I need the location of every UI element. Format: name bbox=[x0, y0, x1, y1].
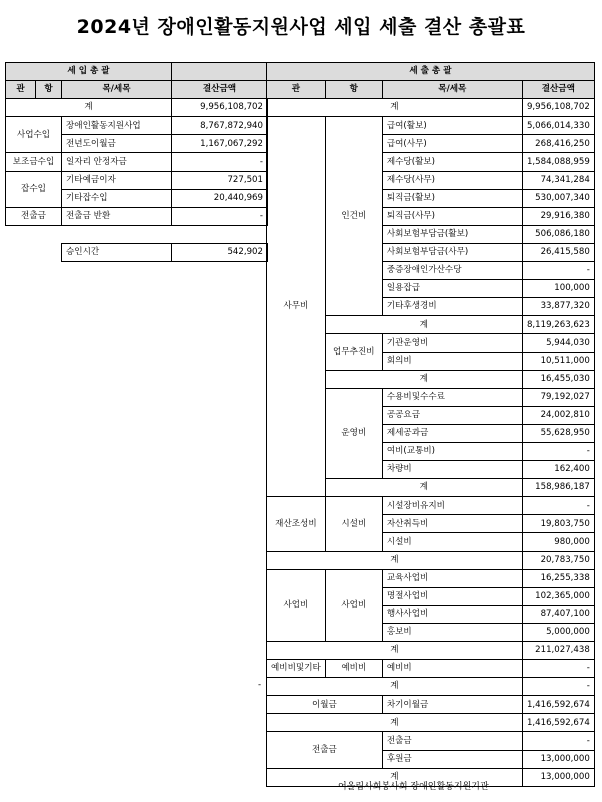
table-row bbox=[267, 497, 595, 515]
table-row bbox=[267, 117, 595, 135]
income-gwan-cell: 보조금수입 bbox=[6, 153, 62, 171]
income-amount-cell: 727,501 bbox=[172, 171, 268, 189]
expense-mok-cell: 중증장애인가산수당 bbox=[382, 262, 522, 280]
spacer-row bbox=[6, 225, 268, 243]
expense-mok-cell: 제수당(활보) bbox=[382, 153, 522, 171]
expense-mok-cell: 기관운영비 bbox=[382, 334, 522, 352]
income-amount-cell: 20,440,969 bbox=[172, 189, 268, 207]
expense-section-header-row bbox=[267, 63, 595, 81]
organization-footer: 어울림사회봉사회 장애인활동지원기관 bbox=[338, 782, 489, 792]
subtotal-label: 계 bbox=[325, 479, 522, 497]
stray-dash: - bbox=[258, 680, 262, 690]
income-header-amount: 결산금액 bbox=[172, 81, 268, 99]
expense-gwan-samu: 사무비 bbox=[267, 117, 326, 497]
income-gwan-cell: 잡수입 bbox=[6, 171, 62, 207]
income-gwan-cell: 사업수입 bbox=[6, 117, 62, 153]
expense-amount-cell: 102,365,000 bbox=[522, 587, 594, 605]
subtotal-amount: 1,416,592,674 bbox=[522, 714, 594, 732]
expense-mok-cell: 교육사업비 bbox=[382, 569, 522, 587]
expense-mok-cell: 사회보험부담금(사무) bbox=[382, 243, 522, 261]
expense-amount-cell: 55,628,950 bbox=[522, 424, 594, 442]
expense-mok-cell: 시설비 bbox=[382, 533, 522, 551]
income-amount-cell: - bbox=[172, 207, 268, 225]
subtotal-label: 계 bbox=[267, 714, 523, 732]
income-blank-header-cell bbox=[172, 63, 268, 81]
expense-mok-cell: 홍보비 bbox=[382, 623, 522, 641]
income-section-header-row bbox=[6, 63, 268, 81]
table-row bbox=[6, 153, 268, 171]
income-mok-cell: 일자리 안정자금 bbox=[62, 153, 172, 171]
expense-amount-cell: - bbox=[522, 497, 594, 515]
expense-mok-cell: 제세공과금 bbox=[382, 424, 522, 442]
expense-amount-cell: 1,584,088,959 bbox=[522, 153, 594, 171]
income-gwan-cell: 전출금 bbox=[6, 207, 62, 225]
approval-row bbox=[6, 243, 268, 261]
expense-mok-cell: 예비비 bbox=[382, 660, 522, 678]
spacer-cell bbox=[6, 225, 268, 243]
expense-gwan-saeop: 사업비 bbox=[267, 569, 326, 641]
subtotal-row bbox=[267, 678, 595, 696]
expense-amount-cell: - bbox=[522, 442, 594, 460]
table-row bbox=[6, 207, 268, 225]
expense-header-hang: 항 bbox=[325, 81, 382, 99]
subtotal-amount: 158,986,187 bbox=[522, 479, 594, 497]
income-column-header-row bbox=[6, 81, 268, 99]
expense-mok-cell: 차기이월금 bbox=[382, 696, 522, 714]
expense-mok-cell: 공공요금 bbox=[382, 406, 522, 424]
expense-mok-cell: 자산취득비 bbox=[382, 515, 522, 533]
expense-amount-cell: 29,916,380 bbox=[522, 207, 594, 225]
expense-amount-cell: 268,416,250 bbox=[522, 135, 594, 153]
table-row bbox=[267, 696, 595, 714]
page-title: 2024년 장애인활동지원사업 세입 세출 결산 총괄표 bbox=[76, 16, 526, 38]
income-header-gwan: 관 bbox=[6, 81, 36, 99]
subtotal-label: 계 bbox=[267, 768, 523, 786]
expense-mok-cell: 급여(사무) bbox=[382, 135, 522, 153]
expense-amount-cell: 1,416,592,674 bbox=[522, 696, 594, 714]
expense-section-label: 세 출 총 괄 bbox=[267, 63, 595, 81]
expense-gwan-iwol: 이월금 bbox=[267, 696, 383, 714]
expense-mok-cell: 명절사업비 bbox=[382, 587, 522, 605]
expense-amount-cell: 74,341,284 bbox=[522, 171, 594, 189]
expense-amount-cell: - bbox=[522, 732, 594, 750]
income-mok-cell: 장애인활동지원사업 bbox=[62, 117, 172, 135]
expense-amount-cell: 10,511,000 bbox=[522, 352, 594, 370]
expense-gwan-yebi: 예비비및기타 bbox=[267, 660, 326, 678]
expense-mok-cell: 여비(교통비) bbox=[382, 442, 522, 460]
subtotal-row bbox=[267, 714, 595, 732]
income-mok-cell: 전년도이월금 bbox=[62, 135, 172, 153]
expense-amount-cell: 26,415,580 bbox=[522, 243, 594, 261]
expense-amount-cell: 5,000,000 bbox=[522, 623, 594, 641]
expense-summary-table bbox=[266, 62, 595, 787]
income-summary-table bbox=[5, 62, 268, 262]
expense-amount-cell: 5,066,014,330 bbox=[522, 117, 594, 135]
subtotal-amount: 8,119,263,623 bbox=[522, 316, 594, 334]
expense-amount-cell: 980,000 bbox=[522, 533, 594, 551]
expense-mok-cell: 기타후생경비 bbox=[382, 298, 522, 316]
income-header-mok: 목/세목 bbox=[62, 81, 172, 99]
subtotal-label: 계 bbox=[325, 370, 522, 388]
expense-column-header-row bbox=[267, 81, 595, 99]
approval-label: 승인시간 bbox=[62, 243, 172, 261]
expense-amount-cell: 79,192,027 bbox=[522, 388, 594, 406]
expense-amount-cell: - bbox=[522, 660, 594, 678]
expense-mok-cell: 회의비 bbox=[382, 352, 522, 370]
expense-hang-eopmu: 업무추진비 bbox=[325, 334, 382, 370]
subtotal-amount: 211,027,438 bbox=[522, 642, 594, 660]
expense-hang-saeop: 사업비 bbox=[325, 569, 382, 641]
expense-mok-cell: 일용잡급 bbox=[382, 280, 522, 298]
expense-gwan-jeonchul: 전출금 bbox=[267, 732, 383, 768]
expense-mok-cell: 사회보험부담금(활보) bbox=[382, 225, 522, 243]
subtotal-label: 계 bbox=[267, 551, 523, 569]
income-amount-cell: 1,167,067,292 bbox=[172, 135, 268, 153]
subtotal-label: 계 bbox=[325, 316, 522, 334]
expense-mok-cell: 시설장비유지비 bbox=[382, 497, 522, 515]
income-amount-cell: - bbox=[172, 153, 268, 171]
subtotal-amount: 20,783,750 bbox=[522, 551, 594, 569]
expense-mok-cell: 차량비 bbox=[382, 461, 522, 479]
income-total-label: 계 bbox=[6, 99, 172, 117]
expense-mok-cell: 급여(활보) bbox=[382, 117, 522, 135]
expense-mok-cell: 제수당(사무) bbox=[382, 171, 522, 189]
approval-amount: 542,902 bbox=[172, 243, 268, 261]
income-mok-cell: 기타예금이자 bbox=[62, 171, 172, 189]
expense-mok-cell: 전출금 bbox=[382, 732, 522, 750]
income-mok-cell: 기타잡수입 bbox=[62, 189, 172, 207]
subtotal-row bbox=[267, 551, 595, 569]
subtotal-label: 계 bbox=[267, 678, 523, 696]
table-row bbox=[267, 732, 595, 750]
expense-header-mok: 목/세목 bbox=[382, 81, 522, 99]
expense-amount-cell: 530,007,340 bbox=[522, 189, 594, 207]
expense-hang-ingeon: 인건비 bbox=[325, 117, 382, 316]
income-total-row bbox=[6, 99, 268, 117]
expense-amount-cell: - bbox=[522, 262, 594, 280]
expense-amount-cell: 13,000,000 bbox=[522, 750, 594, 768]
expense-hang-siseol: 시설비 bbox=[325, 497, 382, 551]
table-row bbox=[6, 171, 268, 189]
income-section-label: 세 입 총 괄 bbox=[6, 63, 172, 81]
expense-header-gwan: 관 bbox=[267, 81, 326, 99]
subtotal-label: 계 bbox=[267, 642, 523, 660]
expense-total-amount: 9,956,108,702 bbox=[522, 99, 594, 117]
expense-amount-cell: 162,400 bbox=[522, 461, 594, 479]
subtotal-amount: - bbox=[522, 678, 594, 696]
expense-total-label: 계 bbox=[267, 99, 523, 117]
expense-amount-cell: 87,407,100 bbox=[522, 605, 594, 623]
expense-mok-cell: 후원금 bbox=[382, 750, 522, 768]
expense-amount-cell: 100,000 bbox=[522, 280, 594, 298]
expense-amount-cell: 19,803,750 bbox=[522, 515, 594, 533]
table-row bbox=[6, 117, 268, 135]
expense-amount-cell: 24,002,810 bbox=[522, 406, 594, 424]
expense-header-amount: 결산금액 bbox=[522, 81, 594, 99]
subtotal-amount: 13,000,000 bbox=[522, 768, 594, 786]
income-mok-cell: 전출금 반환 bbox=[62, 207, 172, 225]
expense-amount-cell: 33,877,320 bbox=[522, 298, 594, 316]
expense-gwan-jaesan: 재산조성비 bbox=[267, 497, 326, 551]
expense-amount-cell: 506,086,180 bbox=[522, 225, 594, 243]
expense-hang-yebi: 예비비 bbox=[325, 660, 382, 678]
expense-amount-cell: 16,255,338 bbox=[522, 569, 594, 587]
table-row bbox=[267, 660, 595, 678]
approval-blank-cell bbox=[6, 243, 62, 261]
expense-mok-cell: 수용비및수수료 bbox=[382, 388, 522, 406]
expense-mok-cell: 행사사업비 bbox=[382, 605, 522, 623]
subtotal-row bbox=[267, 642, 595, 660]
expense-amount-cell: 5,944,030 bbox=[522, 334, 594, 352]
expense-hang-unyeong: 운영비 bbox=[325, 388, 382, 478]
table-row bbox=[267, 569, 595, 587]
expense-mok-cell: 퇴직금(활보) bbox=[382, 189, 522, 207]
expense-total-row bbox=[267, 99, 595, 117]
income-amount-cell: 8,767,872,940 bbox=[172, 117, 268, 135]
income-header-hang: 항 bbox=[36, 81, 62, 99]
income-total-amount: 9,956,108,702 bbox=[172, 99, 268, 117]
expense-mok-cell: 퇴직금(사무) bbox=[382, 207, 522, 225]
subtotal-amount: 16,455,030 bbox=[522, 370, 594, 388]
